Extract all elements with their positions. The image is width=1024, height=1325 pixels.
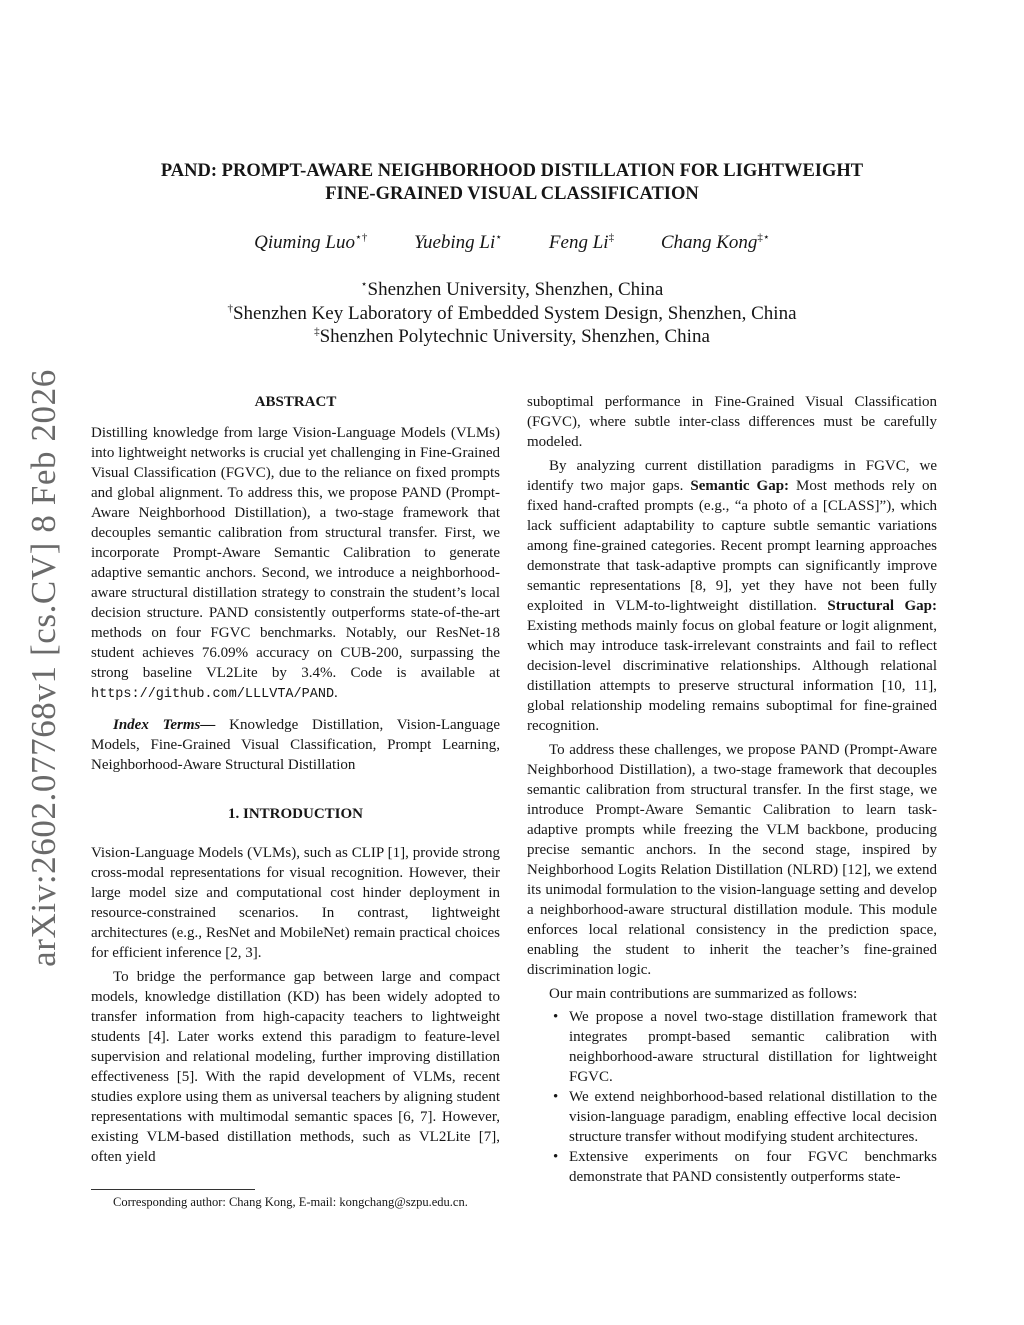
affiliation: ⋆Shenzhen University, Shenzhen, China	[360, 278, 664, 300]
index-terms: Index Terms— Knowledge Distillation, Vision-Language Models, Fine-Grained Visual Classification, Prompt Learning, Neighborhood-Aware Structural Distillation	[91, 717, 500, 773]
bullet-icon: •	[553, 1149, 559, 1165]
title-line-1: PAND: PROMPT-AWARE NEIGHBORHOOD DISTILLATION FOR LIGHTWEIGHT	[160, 161, 864, 181]
left-column	[91, 392, 500, 1167]
abstract-heading: ABSTRACT	[254, 394, 337, 410]
arxiv-identifier	[14, 369, 74, 967]
author-list	[60, 231, 964, 255]
author: Chang Kong‡⋆	[660, 231, 770, 253]
affiliation: †Shenzhen Key Laboratory of Embedded System Design, Shenzhen, China	[227, 302, 797, 324]
code-link[interactable]: https://github.com/LLLVTA/PAND	[91, 687, 335, 702]
contribution-list	[527, 1007, 937, 1187]
list-item: • We extend neighborhood-based relational distillation to the vision-language paradigm, enabling effective local decision structure transfer without modifying student architectures.	[553, 1089, 937, 1145]
right-column	[527, 392, 937, 1187]
author: Qiuming Luo⋆†	[254, 231, 368, 253]
arxiv-identifier-text: arXiv:2602.07768v1 [cs.CV] 8 Feb 2026	[24, 369, 64, 967]
paper-title	[60, 160, 964, 206]
intro-paragraph-2: To bridge the performance gap between large and compact models, knowledge distillation (KD) has been widely adopted to transfer information from high-capacity teachers to lightweight students [4]. Later works extend this paradigm to feature-level supervision and relational modeling, further improving distillation effectiveness [5]. With the rapid development of VLMs, recent studies explore using them as universal teachers by aligning student representations with multimodal semantic spaces [6, 7]. However, existing VLM-based distillation methods, such as VL2Lite [7], often yield	[91, 969, 500, 1165]
intro-paragraph-4: To address these challenges, we propose PAND (Prompt-Aware Neighborhood Distillation), a two-stage framework that decouples semantic calibration from structural transfer. In the first stage, we introduce Prompt-Aware Semantic Calibration to learn task-adaptive prompts while freezing the VLM backbone, producing precise semantic anchors. In the second stage, inspired by Neighborhood Logits Relation Distillation (NLRD) [12], we extend its unimodal formulation to the vision-language setting and develop a neighborhood-aware structural distillation module. This module enforces local relational consistency in the prediction space, enabling the student to inherit the teacher’s fine-grained discrimination logic.	[527, 742, 937, 978]
affiliation: ‡Shenzhen Polytechnic University, Shenzhen, China	[314, 325, 710, 347]
title-line-2: FINE-GRAINED VISUAL CLASSIFICATION	[325, 184, 699, 204]
intro-paragraph-2-continued: suboptimal performance in Fine-Grained Visual Classification (FGVC), where subtle inter-class differences must be carefully modeled.	[527, 394, 937, 450]
author: Yuebing Li⋆	[414, 231, 503, 253]
footnote-divider	[91, 1189, 255, 1190]
structural-gap-label: Structural Gap:	[827, 598, 937, 614]
footnote: Corresponding author: Chang Kong, E-mail: kongchang@szpu.edu.cn.	[113, 1195, 468, 1209]
introduction-heading: 1. INTRODUCTION	[227, 806, 363, 822]
intro-paragraph-3: By analyzing current distillation paradigms in FGVC, we identify two major gaps. Semantic Gap: Most methods rely on fixed hand-crafted prompts (e.g., “a photo of a [CLASS]”), which lack sufficient adaptability to capture subtle semantic variations among fine-grained categories. Recent prompt learning approaches demonstrate that task-adaptive prompts can significantly improve semantic representations [8, 9], yet they have not been fully exploited in VLM-to-lightweight distillation. Structural Gap: Existing methods mainly focus on global feature or logit alignment, which may introduce task-irrelevant constraints and fail to reflect decision-level discriminative relationships. Although relational distillation attempts to preserve structural information [10, 11], global relationship modeling remains suboptimal for fine-grained recognition.	[527, 458, 938, 734]
abstract-body: Distilling knowledge from large Vision-Language Models (VLMs) into lightweight networks is crucial yet challenging in Fine-Grained Visual Classification (FGVC), due to the reliance on fixed prompts and global alignment. To address this, we propose PAND (Prompt-Aware Neighborhood Distillation), a two-stage framework that decouples semantic calibration from structural transfer. First, we incorporate Prompt-Aware Semantic Calibration to generate adaptive semantic anchors. Second, we introduce a neighborhood-aware structural distillation strategy to constrain the student’s local decision structure. PAND consistently outperforms state-of-the-art methods on four FGVC benchmarks. Notably, our ResNet-18 student achieves 76.09% accuracy on CUB-200, surpassing the strong baseline VL2Lite by 3.4%. Code is available at https://github.com/LLLVTA/PAND.	[91, 425, 500, 702]
bullet-icon: •	[553, 1089, 559, 1105]
author: Feng Li‡	[548, 231, 615, 253]
intro-paragraph-1: Vision-Language Models (VLMs), such as CLIP [1], provide strong cross-modal representations for visual recognition. However, their large model size and computational cost hinder deployment in resource-constrained scenarios. In contrast, lightweight architectures (e.g., ResNet and MobileNet) remain practical choices for efficient inference [2, 3].	[91, 845, 500, 961]
list-item: • We propose a novel two-stage distillation framework that integrates prompt-based semantic calibration with neighborhood-aware structural distillation for lightweight FGVC.	[553, 1009, 937, 1085]
affiliation-list	[60, 278, 964, 349]
list-item: • Extensive experiments on four FGVC benchmarks demonstrate that PAND consistently outperforms state-	[553, 1149, 937, 1185]
intro-paragraph-5: Our main contributions are summarized as follows:	[549, 986, 858, 1002]
semantic-gap-label: Semantic Gap:	[690, 478, 790, 494]
bullet-icon: •	[553, 1009, 559, 1025]
